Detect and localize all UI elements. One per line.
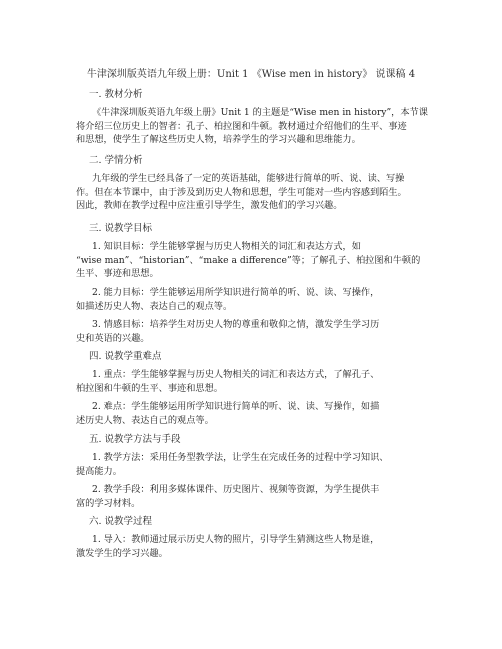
text-line: 1. 教学方法：采用任务型教学法，让学生在完成任务的过程中学习知识、 [92,452,389,463]
text-line: 因此，教师在教学过程中应注重引导学生，激发他们的学习兴趣。 [76,200,343,212]
text-line: 柏拉图和牛顿的生平、事迹和思想。 [76,382,223,394]
text-line: 作。但在本节课中，由于涉及到历史人物和思想，学生可能对一些内容感到陌生。 [76,186,407,198]
section-1-paragraph [76,106,428,147]
section-heading-2: 二. 学情分析 [89,155,143,166]
text-line: 史和英语的兴趣。 [76,332,150,344]
section-3-item-3 [76,318,428,345]
text-line: 2. 教学手段：利用多媒体课件、历史图片、视频等资源，为学生提供丰 [92,484,380,495]
text-line: 激发学生的学习兴趣。 [76,547,168,559]
text-line: 生平、事迹和思想。 [76,268,159,280]
document-title: 牛津深圳版英语九年级上册：Unit 1 《Wise men in history》 说课稿 4 [86,69,416,80]
section-heading-5: 五. 说教学方法与手段 [89,434,181,445]
text-line: 1. 导入：教师通过展示历史人物的照片，引导学生猜测这些人物是谁， [92,534,380,545]
text-line: 将介绍三位历史上的智者：孔子、柏拉图和牛顿。教材通过介绍他们的生平、事迹 [76,120,407,132]
section-6-item-1 [76,533,428,560]
text-line: 2. 难点：学生能够运用所学知识进行简单的听、说、读、写操作，如描 [92,401,380,412]
section-4-item-2 [76,400,428,427]
text-line: 富的学习材料。 [76,497,141,509]
text-line: 1. 重点：学生能够掌握与历史人物相关的词汇和表达方式，了解孔子、 [92,369,380,380]
section-heading-3: 三. 说教学目标 [89,223,153,234]
text-line: 和思想，使学生了解这些历史人物，培养学生的学习兴趣和思维能力。 [76,134,361,146]
section-5-item-1 [76,451,428,478]
text-line: 如描述历史人物、表达自己的观点等。 [76,300,233,312]
text-line: “wise man”、“historian”、“make a difference”等；了解孔子、柏拉图和牛顿的 [76,254,421,266]
text-line: 提高能力。 [76,465,122,477]
section-heading-4: 四. 说教学重难点 [89,351,162,362]
section-4-item-1 [76,368,428,395]
section-5-item-2 [76,483,428,510]
text-line: 3. 情感目标：培养学生对历史人物的尊重和敬仰之情，激发学生学习历 [92,319,380,330]
section-3-item-2 [76,286,428,313]
section-heading-6: 六. 说教学过程 [89,516,153,527]
text-line: 九年级的学生已经具备了一定的英语基础，能够进行简单的听、说、读、写操 [92,173,405,184]
text-line: 1. 知识目标：学生能够掌握与历史人物相关的词汇和表达方式，如 [92,241,361,252]
section-2-paragraph [76,172,428,213]
section-3-item-1 [76,240,428,281]
text-line: 述历史人物、表达自己的观点等。 [76,414,214,426]
text-line: 2. 能力目标：学生能够运用所学知识进行简单的听、说、读、写操作， [92,287,380,298]
section-heading-1: 一. 教材分析 [89,89,143,100]
text-line: 《牛津深圳版英语九年级上册》Unit 1 的主题是“Wise men in history”，本节课 [92,107,428,118]
